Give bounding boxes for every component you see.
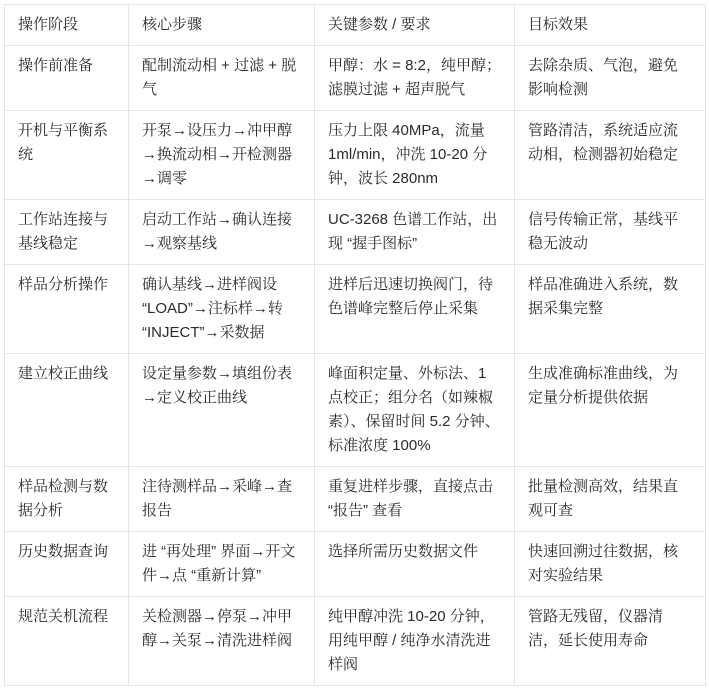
cell-steps: 进 “再处理” 界面→开文件→点 “重新计算” <box>129 532 315 597</box>
table-row <box>5 597 706 686</box>
header-cell-steps: 核心步骤 <box>129 5 315 46</box>
cell-params: 峰面积定量、外标法、1 点校正；组分名（如辣椒素）、保留时间 5.2 分钟、标准浓度 100% <box>315 354 515 467</box>
cell-phase: 操作前准备 <box>5 46 129 111</box>
cell-effect: 管路清洁，系统适应流动相，检测器初始稳定 <box>515 111 706 200</box>
cell-effect: 信号传输正常，基线平稳无波动 <box>515 200 706 265</box>
header-cell-phase: 操作阶段 <box>5 5 129 46</box>
cell-phase: 规范关机流程 <box>5 597 129 686</box>
cell-steps: 配制流动相 + 过滤 + 脱气 <box>129 46 315 111</box>
cell-effect: 样品准确进入系统，数据采集完整 <box>515 265 706 354</box>
cell-effect: 去除杂质、气泡，避免影响检测 <box>515 46 706 111</box>
cell-effect: 批量检测高效，结果直观可查 <box>515 467 706 532</box>
cell-params: 纯甲醇冲洗 10-20 分钟，用纯甲醇 / 纯净水清洗进样阀 <box>315 597 515 686</box>
cell-steps: 关检测器→停泵→冲甲醇→关泵→清洗进样阀 <box>129 597 315 686</box>
table-row <box>5 111 706 200</box>
cell-phase: 历史数据查询 <box>5 532 129 597</box>
cell-params: 甲醇：水 = 8:2，纯甲醇；滤膜过滤 + 超声脱气 <box>315 46 515 111</box>
table-row <box>5 46 706 111</box>
table-row <box>5 265 706 354</box>
table-row <box>5 532 706 597</box>
table-row <box>5 200 706 265</box>
cell-phase: 样品检测与数据分析 <box>5 467 129 532</box>
cell-params: 选择所需历史数据文件 <box>315 532 515 597</box>
cell-params: 压力上限 40MPa，流量 1ml/min，冲洗 10-20 分钟，波长 280nm <box>315 111 515 200</box>
cell-steps: 确认基线→进样阀设 “LOAD”→注标样→转 “INJECT”→采数据 <box>129 265 315 354</box>
cell-effect: 管路无残留，仪器清洁，延长使用寿命 <box>515 597 706 686</box>
cell-phase: 样品分析操作 <box>5 265 129 354</box>
cell-params: 进样后迅速切换阀门，待色谱峰完整后停止采集 <box>315 265 515 354</box>
table-row <box>5 354 706 467</box>
hplc-operation-table <box>4 4 706 686</box>
cell-effect: 快速回溯过往数据，核对实验结果 <box>515 532 706 597</box>
cell-phase: 工作站连接与基线稳定 <box>5 200 129 265</box>
cell-phase: 开机与平衡系统 <box>5 111 129 200</box>
header-cell-params: 关键参数 / 要求 <box>315 5 515 46</box>
cell-steps: 开泵→设压力→冲甲醇→换流动相→开检测器→调零 <box>129 111 315 200</box>
cell-params: 重复进样步骤，直接点击 “报告” 查看 <box>315 467 515 532</box>
cell-phase: 建立校正曲线 <box>5 354 129 467</box>
cell-steps: 设定量参数→填组份表→定义校正曲线 <box>129 354 315 467</box>
table-header-row <box>5 5 706 46</box>
cell-steps: 注待测样品→采峰→查报告 <box>129 467 315 532</box>
table-row <box>5 467 706 532</box>
header-cell-effect: 目标效果 <box>515 5 706 46</box>
cell-params: UC-3268 色谱工作站，出现 “握手图标” <box>315 200 515 265</box>
cell-steps: 启动工作站→确认连接→观察基线 <box>129 200 315 265</box>
cell-effect: 生成准确标准曲线，为定量分析提供依据 <box>515 354 706 467</box>
